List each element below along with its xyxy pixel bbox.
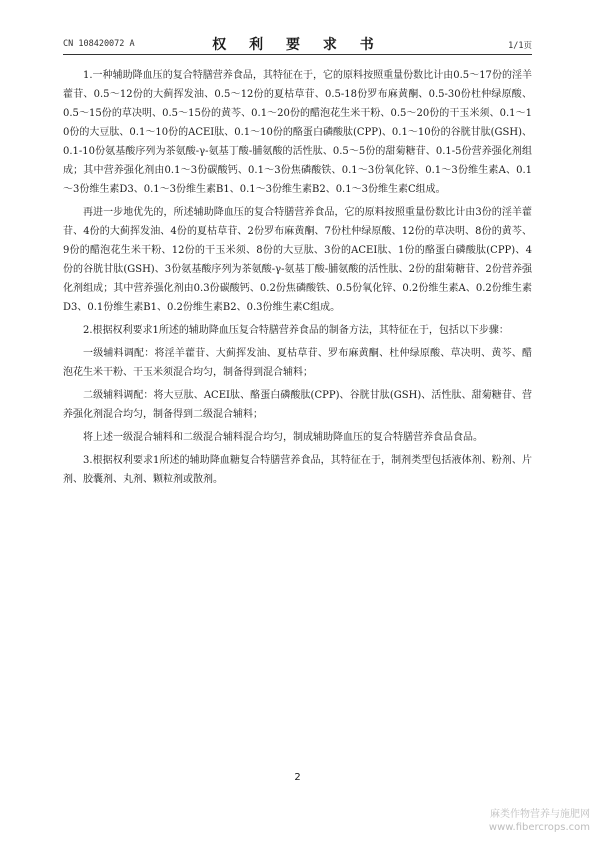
- claim-1: 1.一种辅助降血压的复合特膳营养食品，其特征在于，它的原料按照重量份数比计由0.5～17份的淫羊藿苷、0.5～12份的大蓟挥发油、0.5～12份的夏枯草苷、0.5-18份罗布麻黄酮、0.5-30份杜仲绿原酸、0.5～15份的草决明、0.5～15份的黄芩、0.1～20份的醋泡花生米干粉、0.5～20份的干玉米须、0.1～10份的大豆肽、0.1～10份的ACEI肽、0.1～10份的酪蛋白磷酸肽(CPP)、0.1～10份的谷胱甘肽(GSH)、0.1-10份氨基酸序列为茶氨酸-γ-氨基丁酸-脯氨酸的活性肽、0.5～5份的甜菊糖苷、0.1-5份营养强化剂组成；其中营养强化剂由0.1～3份碳酸钙、0.1～3份焦磷酸铁、0.1～3份氧化锌、0.1～3份维生素A、0.1～3份维生素D3、0.1～3份维生素B1、0.1～3份维生素B2、0.1～3份维生素C组成。: [63, 70, 532, 195]
- claim-2-step-3: 将上述一级混合辅料和二级混合辅料混合均匀，制成辅助降血压的复合特膳营养食品食品。: [83, 432, 483, 443]
- page-info: 1/1页: [508, 41, 532, 51]
- claim-2-step-1: 一级辅料调配：将淫羊藿苷、大蓟挥发油、夏枯草苷、罗布麻黄酮、杜仲绿原酸、草决明、黄芩、醋泡花生米干粉、干玉米须混合均匀，制备得到混合辅料；: [63, 348, 532, 378]
- claims-body: [63, 66, 532, 489]
- claim-2: 2.根据权利要求1所述的辅助降血压复合特膳营养食品的制备方法，其特征在于，包括以下步骤：: [83, 325, 509, 336]
- claim-1-preferred: 再进一步地优先的，所述辅助降血压的复合特膳营养食品，它的原料按照重量份数比计由3份的淫羊藿苷、4份的大蓟挥发油、4份的夏枯草苷、2份罗布麻黄酮、7份杜仲绿原酸、12份的草决明、8份的黄芩、9份的醋泡花生米干粉、12份的干玉米须、8份的大豆肽、3份的ACEI肽、1份的酪蛋白磷酸肽(CPP)、4份的谷胱甘肽(GSH)、3份氨基酸序列为茶氨酸-γ-氨基丁酸-脯氨酸的活性肽、2份的甜菊糖苷、2份营养强化剂组成；其中营养强化剂由0.3份碳酸钙、0.2份焦磷酸铁、0.5份氧化锌、0.2份维生素A、0.2份维生素D3、0.1份维生素B1、0.2份维生素B2、0.3份维生素C组成。: [63, 207, 532, 313]
- claim-2-step-2: 二级辅料调配：将大豆肽、ACEI肽、酪蛋白磷酸肽(CPP)、谷胱甘肽(GSH)、活性肽、甜菊糖苷、营养强化剂混合均匀，制备得到二级混合辅料；: [63, 390, 532, 420]
- watermark: [462, 808, 590, 834]
- header-divider: [63, 54, 532, 55]
- watermark-title: 麻类作物营养与施肥网: [490, 809, 590, 820]
- page-number: 2: [294, 772, 301, 783]
- claim-3: 3.根据权利要求1所述的辅助降血糖复合特膳营养食品，其特征在于，制剂类型包括液体剂、粉剂、片剂、胶囊剂、丸剂、颗粒剂或散剂。: [63, 455, 532, 485]
- publication-number: CN 108420072 A: [63, 39, 135, 49]
- watermark-url: www.fibercrops.com: [488, 822, 590, 833]
- document-title: 权 利 要 求 书: [212, 37, 383, 53]
